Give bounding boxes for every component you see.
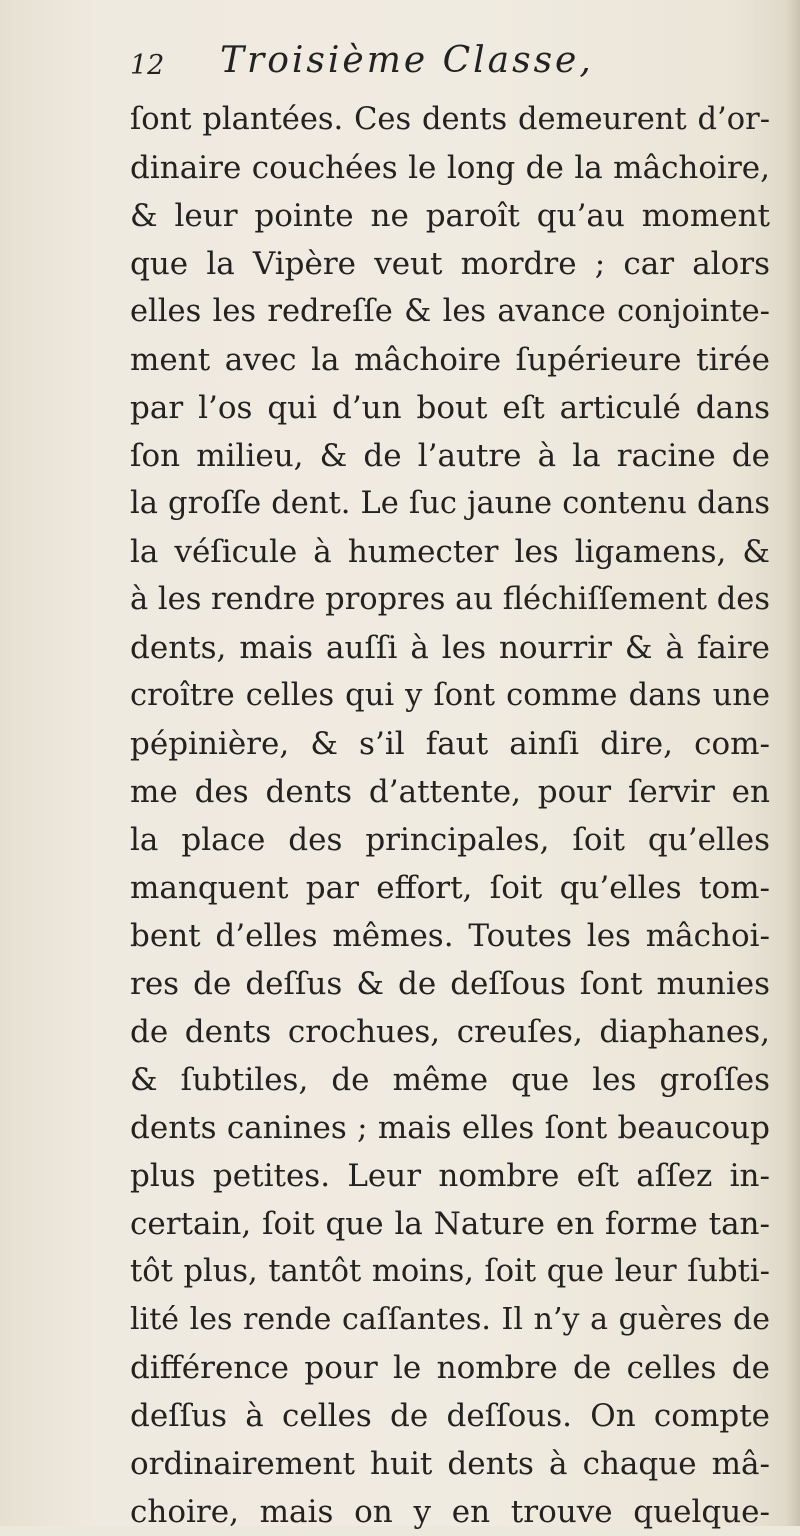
text-line: la place des principales, ſoit qu’elles (130, 822, 770, 858)
text-line: pépinière, & s’il faut ainſi dire, com- (130, 726, 770, 762)
text-line: différence pour le nombre de celles de (130, 1350, 770, 1386)
page-number: 12 (130, 50, 165, 81)
text-line: dents canines ; mais elles ſont beaucoup (130, 1110, 770, 1146)
text-line: dinaire couchées le long de la mâchoire, (130, 150, 770, 186)
text-line: dents, mais auſſi à les nourrir & à faire (130, 630, 770, 666)
text-line: la groſſe dent. Le ſuc jaune contenu dans (130, 486, 770, 521)
text-line: ſont plantées. Ces dents demeurent d’or- (130, 102, 770, 137)
text-line: ordinairement huit dents à chaque mâ- (130, 1446, 770, 1482)
text-line: elles les redreſſe & les avance conjointe- (130, 294, 770, 329)
text-line: que la Vipère veut mordre ; car alors (130, 246, 770, 282)
text-line: par l’os qui d’un bout eſt articulé dans (130, 390, 770, 426)
text-line: manquent par effort, ſoit qu’elles tom- (130, 870, 770, 906)
running-head (130, 40, 770, 96)
text-line: à les rendre propres au fléchiſſement des (130, 582, 770, 617)
running-title: Troisième Classe, (220, 40, 594, 81)
text-line: la véſicule à humecter les ligamens, & (130, 534, 770, 570)
text-line: croître celles qui y ſont comme dans une (130, 678, 770, 713)
text-line: & leur pointe ne paroît qu’au moment (130, 198, 770, 234)
text-line: lité les rende caſſantes. Il n’y a guères de (130, 1302, 770, 1337)
text-line: ſon milieu, & de l’autre à la racine de (130, 438, 770, 474)
text-line: res de deſſus & de deſſous ſont munies (130, 966, 770, 1002)
text-line: plus petites. Leur nombre eſt aſſez in- (130, 1158, 770, 1194)
text-line: tôt plus, tantôt moins, ſoit que leur ſubti- (130, 1254, 770, 1289)
text-line: certain, ſoit que la Nature en forme tan- (130, 1206, 770, 1242)
text-line: choire, mais on y en trouve quelque- (130, 1494, 770, 1530)
body-text (130, 96, 770, 1536)
text-line: ment avec la mâchoire ſupérieure tirée (130, 342, 770, 378)
text-line: de dents crochues, creuſes, diaphanes, (130, 1014, 770, 1050)
page-edge-shadow (786, 0, 800, 1526)
text-line: me des dents d’attente, pour ſervir en (130, 774, 770, 810)
text-line: deſſus à celles de deſſous. On compte (130, 1398, 770, 1434)
text-line: & ſubtiles, de même que les groſſes (130, 1062, 770, 1098)
text-line: bent d’elles mêmes. Toutes les mâchoi- (130, 918, 770, 954)
